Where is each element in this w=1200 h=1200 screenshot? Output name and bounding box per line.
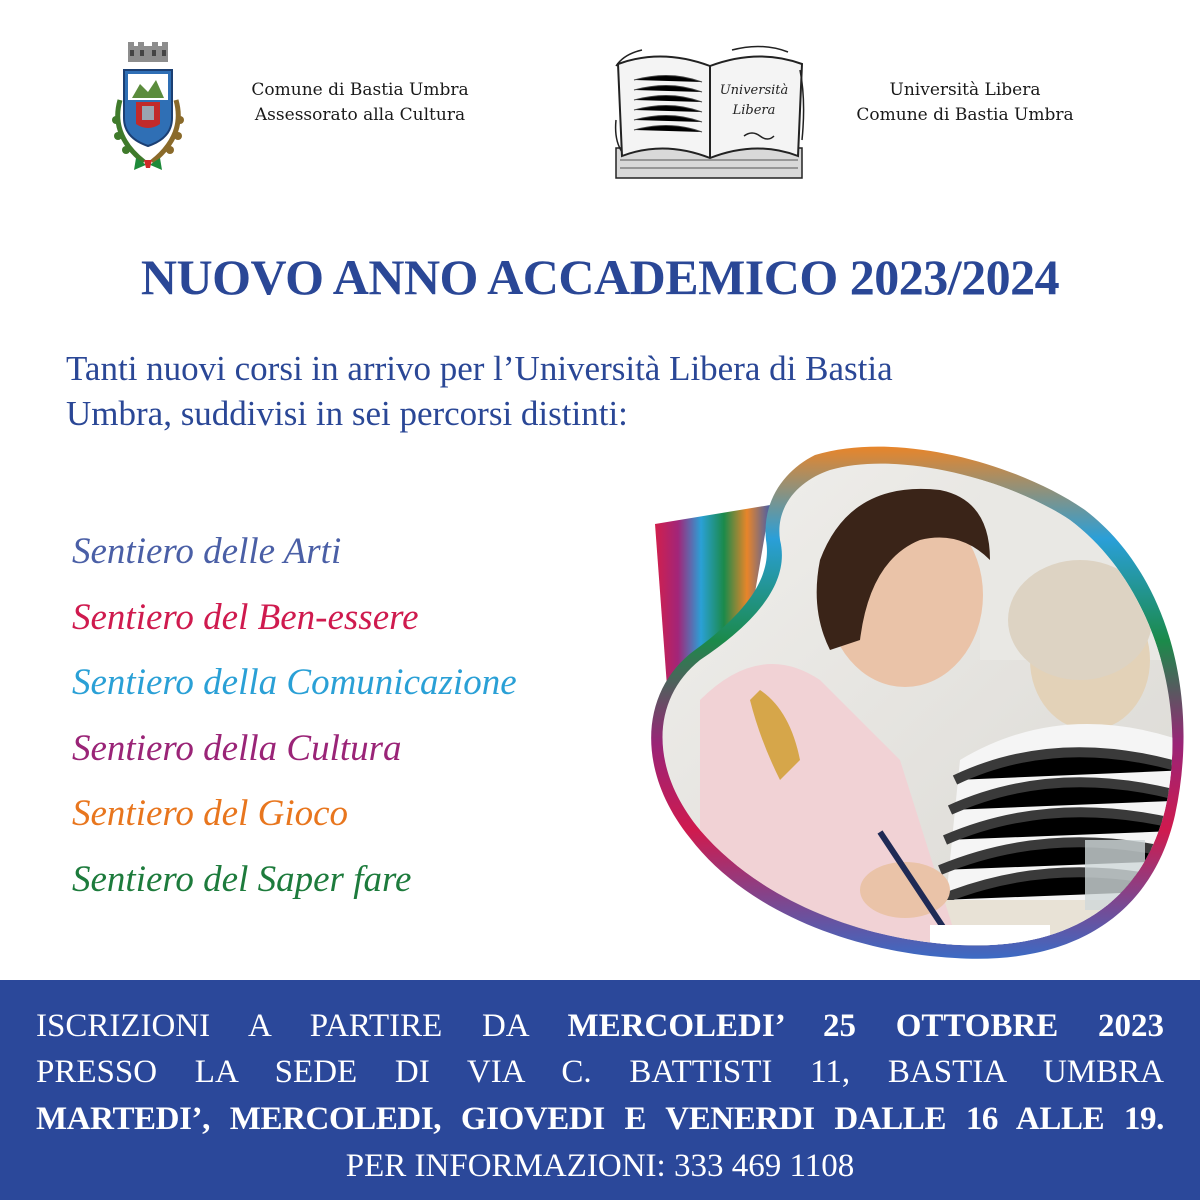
paths-list: [72, 528, 672, 922]
header-right-line-2: Comune di Bastia Umbra: [856, 105, 1074, 125]
header-municipality-text: [205, 78, 515, 128]
book-logo-text-1: Università: [719, 83, 789, 98]
intro-line-2: Umbra, suddivisi in sei percorsi distinti:: [66, 394, 628, 433]
students-photo: [620, 430, 1200, 970]
registration-intro: ISCRIZIONI A PARTIRE DA: [36, 1008, 528, 1044]
book-logo-text-2: Libera: [732, 103, 776, 118]
municipal-crest-logo: [100, 40, 196, 180]
path-item: [72, 528, 672, 594]
path-label: Sentiero del Saper fare: [72, 858, 412, 900]
intro-line-1: Tanti nuovi corsi in arrivo per l’Università Libera di Bastia: [66, 349, 893, 388]
registration-date-line: [36, 1006, 1164, 1046]
path-label: Sentiero della Comunicazione: [72, 662, 517, 704]
path-item: [72, 790, 672, 856]
path-item: [72, 594, 672, 660]
page-title: NUOVO ANNO ACCADEMICO 2023/2024: [140, 249, 1060, 305]
venue-address-line: PRESSO LA SEDE DI VIA C. BATTISTI 11, BASTIA UMBRA: [36, 1054, 1164, 1090]
header-left-line-2: Assessorato alla Cultura: [254, 105, 466, 125]
path-label: Sentiero delle Arti: [72, 531, 342, 572]
path-label: Sentiero del Ben-essere: [72, 596, 419, 638]
path-item: [72, 856, 672, 922]
intro-text: [66, 346, 1166, 436]
header-right-line-1: Università Libera: [889, 80, 1041, 100]
open-book-logo: [612, 40, 808, 186]
header-university-text: [815, 78, 1115, 128]
path-item: [72, 659, 672, 725]
info-phone-line: PER INFORMAZIONI: 333 469 1108: [345, 1148, 855, 1184]
opening-hours-line: MARTEDI’, MERCOLEDI, GIOVEDI E VENERDI DALLE 16 ALLE 19.: [36, 1101, 1164, 1137]
registration-date: MERCOLEDI’ 25 OTTOBRE 2023: [567, 1008, 1165, 1044]
path-item: [72, 725, 672, 791]
path-label: Sentiero della Cultura: [72, 727, 402, 769]
path-label: Sentiero del Gioco: [72, 793, 349, 835]
header-left-line-1: Comune di Bastia Umbra: [251, 80, 469, 100]
